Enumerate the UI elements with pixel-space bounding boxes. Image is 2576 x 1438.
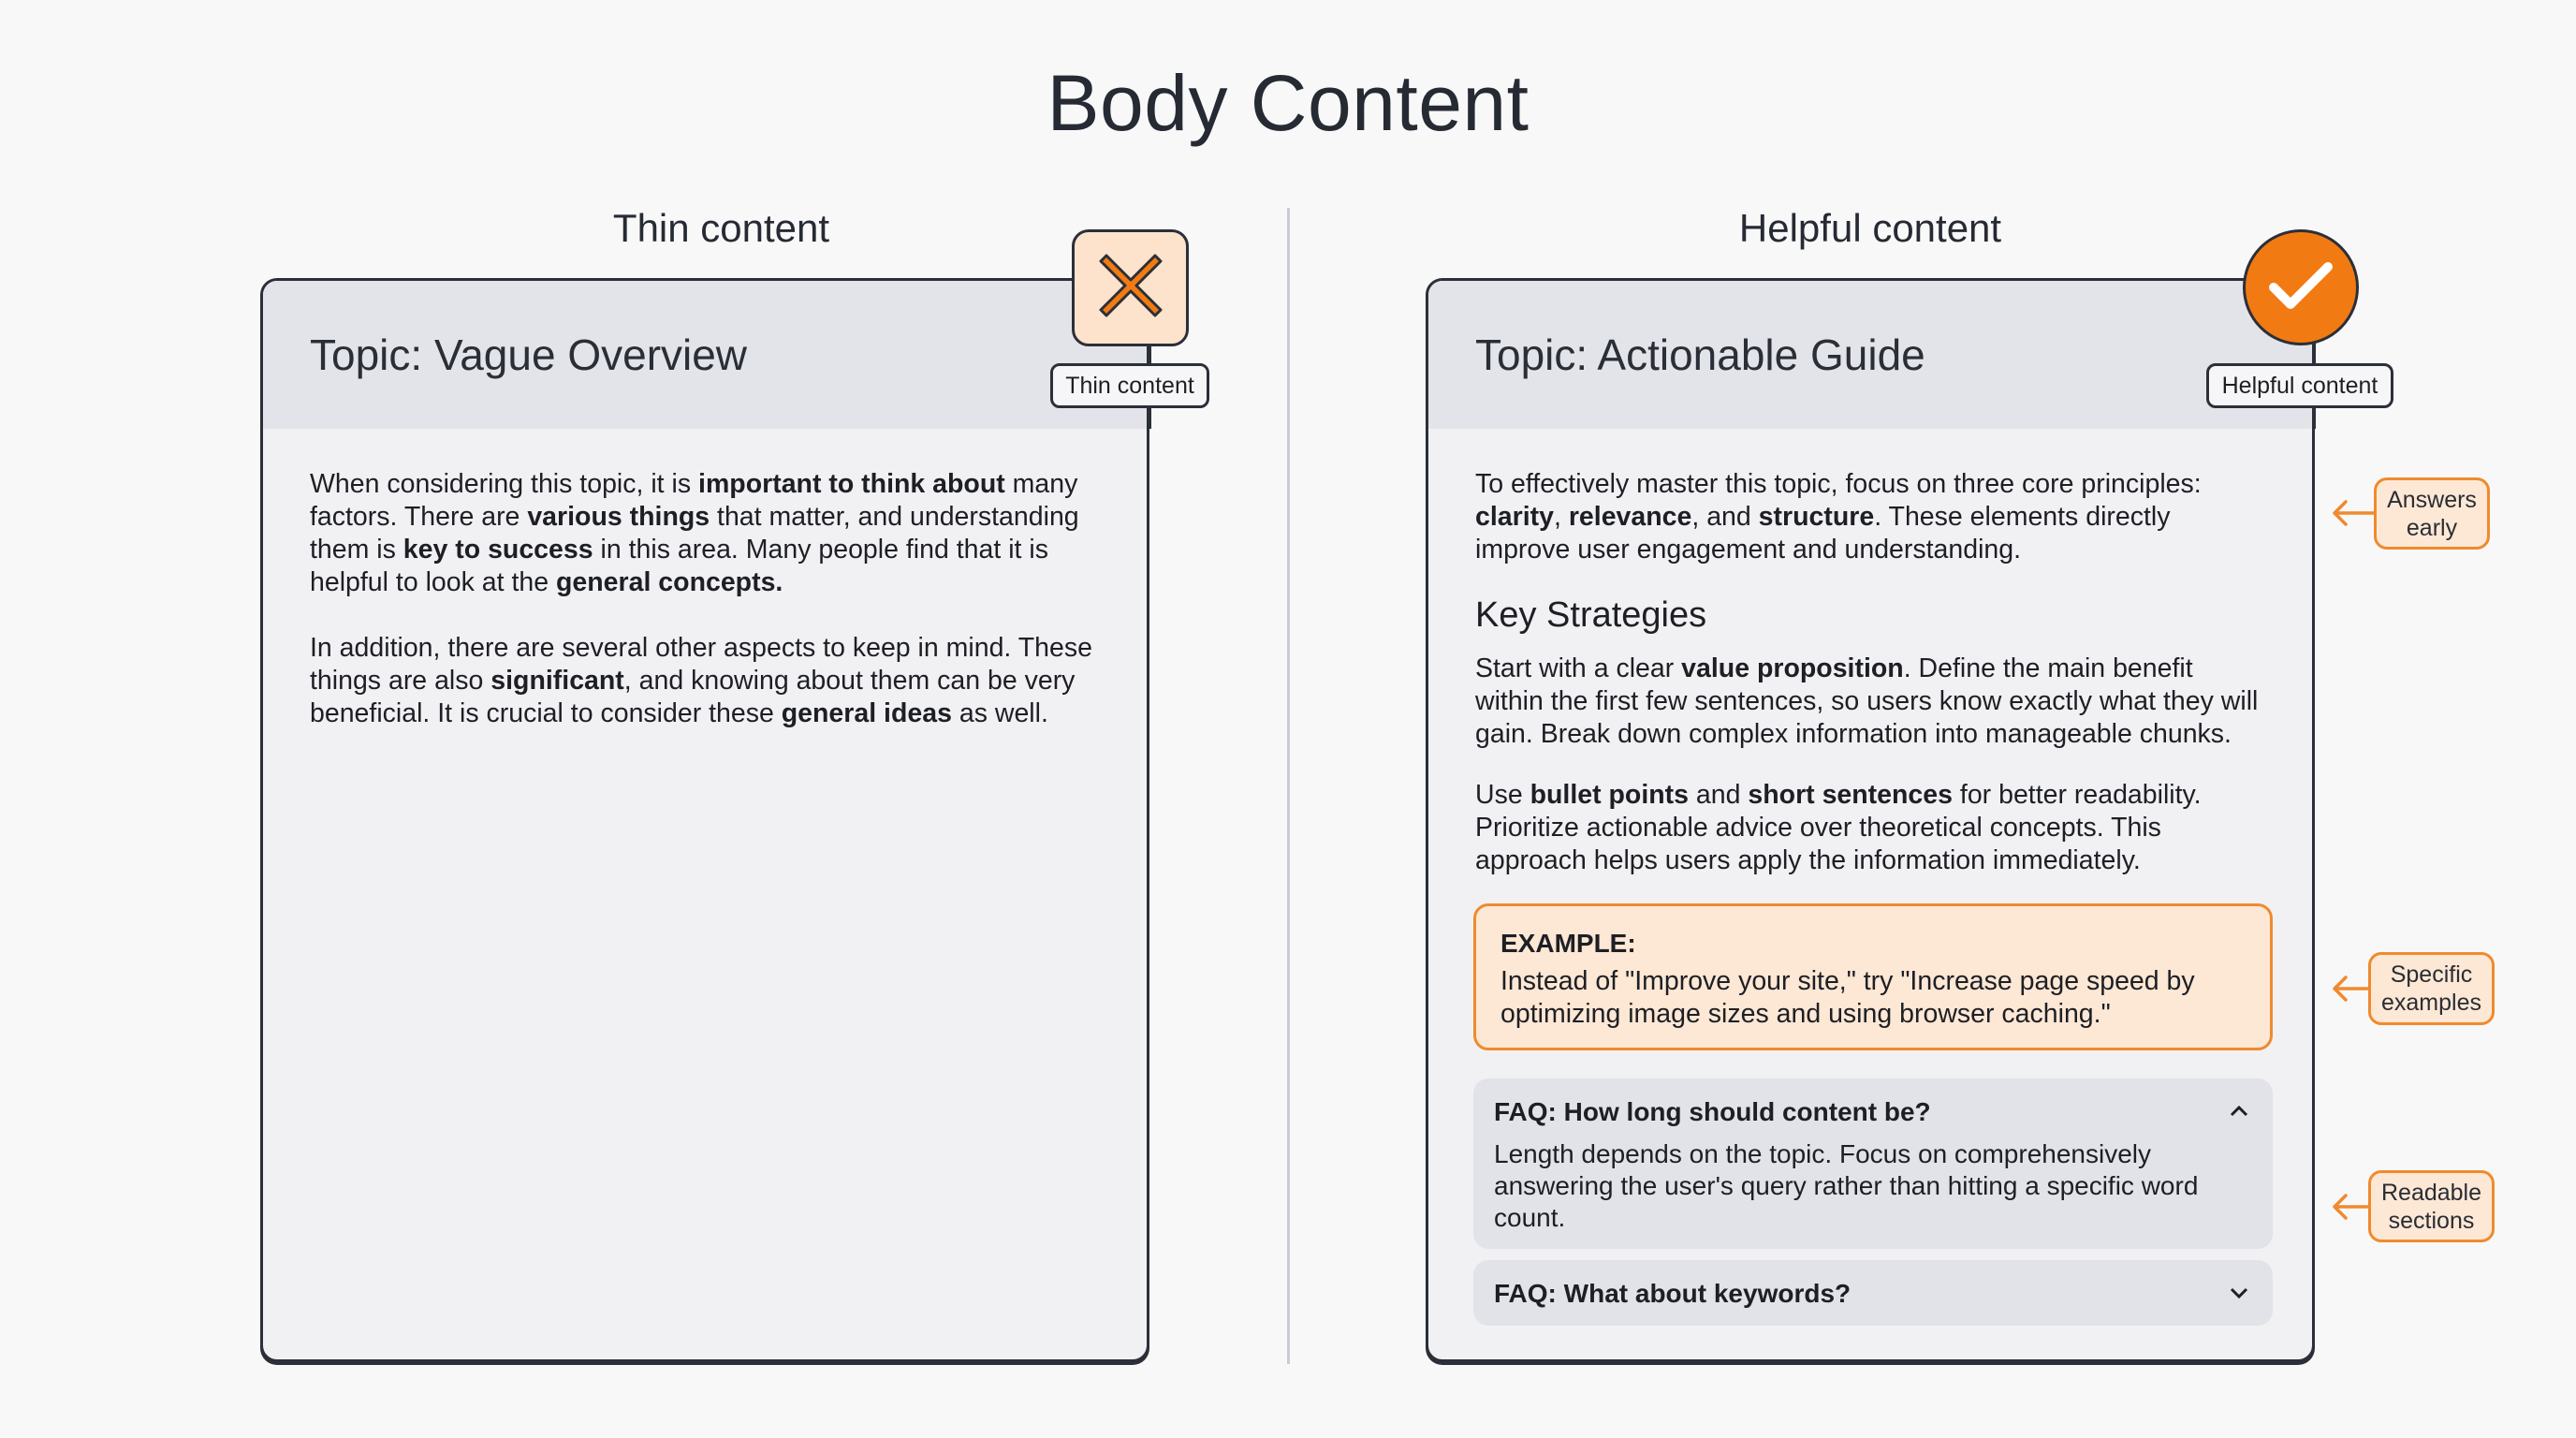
example-text: Instead of "Improve your site," try "Increase page speed by optimizing image sizes and using browser caching.": [1500, 966, 2195, 1029]
page-title: Body Content: [1046, 59, 1530, 147]
annotation-readable-sections: Readable sections: [2368, 1170, 2495, 1242]
card-header: [263, 281, 1147, 429]
paragraph: When considering this topic, it is important to think about many factors. There are various things that matter, and understanding them is key to success in this area. Many people find that it is helpful to look at the general concepts.: [310, 469, 1079, 597]
right-column-label: Helpful content: [1738, 206, 2002, 250]
badge-connector: [2313, 408, 2316, 429]
chevron-down-icon[interactable]: [2226, 1280, 2252, 1306]
badge-connector: [1149, 408, 1151, 429]
helpful-content-badge: [2243, 229, 2359, 345]
left-column-label: Thin content: [612, 206, 830, 250]
intro-paragraph: To effectively master this topic, focus on three core principles: clarity, relevance, and structure. These elements directly improve user engagement and understanding.: [1475, 469, 2202, 565]
badge-connector: [2313, 343, 2316, 365]
section-heading: Key Strategies: [1475, 595, 1707, 635]
card-title: Topic: Vague Overview: [310, 330, 748, 379]
card-body: [1428, 429, 2312, 1326]
chevron-up-icon[interactable]: [2226, 1098, 2252, 1124]
checkmark-icon: [2266, 257, 2335, 318]
faq-question-row[interactable]: [1494, 1275, 2252, 1311]
faq-answer: Length depends on the topic. Focus on comprehensively answering the user's query rather than hitting a specific word count.: [1494, 1139, 2199, 1232]
card-title: Topic: Actionable Guide: [1475, 330, 1925, 379]
x-icon: [1093, 248, 1168, 328]
paragraph: Use bullet points and short sentences for better readability. Prioritize actionable advice over theoretical concepts. This approach helps users apply the information immediately.: [1475, 780, 2202, 875]
arrow-left-icon: [2331, 494, 2376, 536]
faq-question: FAQ: How long should content be?: [1494, 1096, 1931, 1126]
example-callout: [1473, 903, 2273, 1050]
faq-question: FAQ: What about keywords?: [1494, 1278, 1852, 1308]
paragraph: Start with a clear value proposition. Define the main benefit within the first few sentences, so users know exactly what they will gain. Break down complex information into manageable chunks.: [1475, 653, 2259, 749]
card-header: [1428, 281, 2312, 429]
faq-question-row[interactable]: [1494, 1093, 2252, 1129]
center-divider: [1287, 208, 1290, 1364]
faq-item-collapsed[interactable]: [1473, 1260, 2273, 1326]
thin-content-pill: Thin content: [1050, 363, 1209, 408]
paragraph: In addition, there are several other aspects to keep in mind. These things are also significant, and knowing about them can be very beneficial. It is crucial to consider these general ideas as well.: [310, 633, 1092, 728]
thin-content-card: [260, 278, 1149, 1362]
faq-item-expanded[interactable]: [1473, 1078, 2273, 1249]
helpful-content-card: [1426, 278, 2315, 1362]
thin-content-badge: [1072, 229, 1189, 346]
card-body: [263, 429, 1147, 730]
annotation-answers-early: Answers early: [2374, 477, 2490, 550]
example-label: EXAMPLE:: [1500, 929, 1636, 958]
badge-connector: [1149, 345, 1151, 365]
annotation-specific-examples: Specific examples: [2368, 952, 2495, 1025]
helpful-content-pill: Helpful content: [2206, 363, 2393, 408]
